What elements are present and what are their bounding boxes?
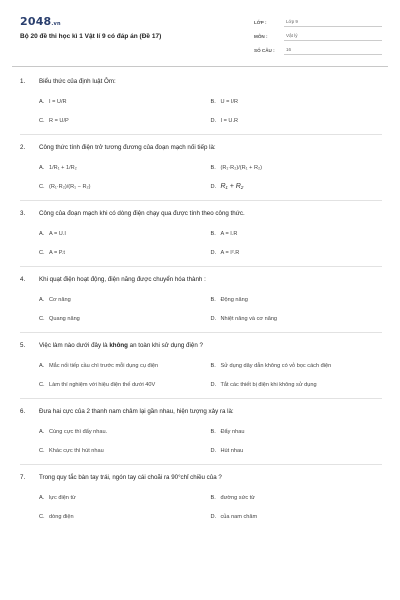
- option-text: R = U/P: [49, 118, 69, 124]
- option-text: Sử dụng dây dẫn không có vỏ bọc cách điện: [220, 363, 332, 369]
- option-a[interactable]: [39, 295, 211, 305]
- option-letter: A.: [39, 495, 45, 501]
- option-text: U = I/R: [220, 99, 239, 105]
- meta-label: MÔN :: [254, 33, 268, 39]
- option-c[interactable]: [39, 380, 211, 390]
- question-number: 2.: [20, 144, 26, 151]
- logo-suffix: .vn: [51, 21, 61, 27]
- meta-value: Vật lý: [284, 31, 382, 41]
- option-text: dòng điện: [49, 514, 74, 520]
- option-text: Tắt các thiết bị điện khi không sử dụng: [220, 382, 317, 388]
- option-text: Quang năng: [49, 316, 80, 322]
- meta-value: 16: [284, 45, 382, 55]
- question-number: 5.: [20, 342, 26, 349]
- option-text: Hút nhau: [220, 448, 244, 454]
- meta-row-class: [254, 15, 382, 29]
- option-a[interactable]: [39, 163, 211, 173]
- option-text: A = U.I: [49, 231, 66, 237]
- option-text: Đẩy nhau: [220, 429, 245, 435]
- question-text-part: an toàn khi sử dụng điện ?: [127, 342, 203, 349]
- option-d[interactable]: [211, 380, 383, 390]
- option-b[interactable]: [211, 493, 383, 503]
- logo-text: 2048: [20, 15, 52, 28]
- question-text: [39, 342, 382, 352]
- option-letter: B.: [210, 297, 216, 303]
- meta-label: SỐ CÂU :: [254, 47, 275, 53]
- option-letter: D.: [210, 514, 217, 520]
- option-letter: C.: [39, 448, 45, 454]
- option-c[interactable]: [39, 116, 211, 126]
- option-c[interactable]: [39, 248, 211, 258]
- question-3: [20, 210, 382, 267]
- question-number: 6.: [20, 408, 26, 415]
- option-d[interactable]: [211, 182, 383, 192]
- option-letter: C.: [39, 514, 45, 520]
- option-letter: B.: [210, 429, 216, 435]
- option-text: Cơ năng: [49, 297, 71, 303]
- meta-row-count: [254, 43, 382, 57]
- option-text: Khác cực thì hút nhau: [49, 448, 104, 454]
- option-letter: A.: [39, 165, 45, 171]
- option-letter: B.: [210, 495, 216, 501]
- option-text: Mắc nối tiếp cầu chì trước mỗi dụng cụ điện: [49, 363, 159, 369]
- option-b[interactable]: [211, 427, 383, 437]
- option-d[interactable]: [211, 446, 383, 456]
- question-5: [20, 342, 382, 399]
- option-a[interactable]: [39, 361, 211, 371]
- question-text: Công thức tính điện trở tương đương của đoạn mạch nối tiếp là:: [39, 144, 216, 151]
- option-text: (R₁·R₂)/(R₁ + R₂): [220, 165, 263, 171]
- question-text: Biểu thức của định luật Ôm:: [39, 78, 116, 85]
- option-d[interactable]: [211, 314, 383, 324]
- option-text: lực điện từ: [49, 495, 76, 501]
- question-1: [20, 78, 382, 135]
- question-text: Khi quạt điện hoạt động, điện năng được chuyển hóa thành :: [39, 276, 206, 283]
- meta-label: LỚP :: [254, 19, 267, 25]
- option-b[interactable]: [211, 295, 383, 305]
- option-text: A = I².R: [220, 250, 240, 256]
- option-text: 1/R₁ + 1/R₂: [49, 165, 77, 171]
- question-number: 7.: [20, 474, 26, 481]
- option-letter: C.: [39, 184, 45, 190]
- question-number: 1.: [20, 78, 26, 85]
- option-letter: A.: [39, 363, 45, 369]
- question-text-emphasis: không: [109, 342, 128, 349]
- option-text: đường sức từ: [220, 495, 255, 501]
- exam-meta: [254, 15, 382, 57]
- option-text: I = U/R: [49, 99, 67, 105]
- question-number: 3.: [20, 210, 26, 217]
- question-text-part: Việc làm nào dưới đây là: [39, 342, 110, 349]
- question-number: 4.: [20, 276, 26, 283]
- option-text: Cùng cực thì đẩy nhau.: [49, 429, 108, 435]
- option-letter: A.: [39, 297, 45, 303]
- option-letter: A.: [39, 99, 45, 105]
- question-6: [20, 408, 382, 465]
- option-d[interactable]: [211, 512, 383, 522]
- option-letter: B.: [210, 165, 216, 171]
- option-a[interactable]: [39, 493, 211, 503]
- header-divider: [12, 66, 388, 67]
- option-letter: D.: [210, 382, 217, 388]
- option-text: Làm thí nghiệm với hiệu điện thế dưới 40V: [49, 382, 156, 388]
- option-text: Nhiệt năng và cơ năng: [220, 316, 278, 322]
- option-text: (R₁·R₂)/(R₁ − R₂): [49, 184, 91, 190]
- site-logo[interactable]: [20, 15, 61, 28]
- option-letter: B.: [210, 99, 216, 105]
- question-text: Đưa hai cực của 2 thanh nam châm lại gần nhau, hiện tượng xảy ra là:: [39, 408, 234, 415]
- option-letter: C.: [39, 382, 45, 388]
- option-d[interactable]: [211, 248, 383, 258]
- option-text: của nam châm: [220, 514, 258, 520]
- option-a[interactable]: [39, 427, 211, 437]
- question-text: Trong quy tắc bàn tay trái, ngón tay cái choãi ra 90°chỉ chiều của ?: [39, 474, 222, 481]
- option-letter: C.: [39, 118, 45, 124]
- option-c[interactable]: [39, 512, 211, 522]
- option-letter: A.: [39, 231, 45, 237]
- option-b[interactable]: [211, 229, 383, 239]
- option-a[interactable]: [39, 229, 211, 239]
- option-text: I = U.R: [220, 118, 239, 124]
- meta-row-subject: [254, 29, 382, 43]
- option-letter: A.: [39, 429, 45, 435]
- option-letter: D.: [210, 118, 217, 124]
- option-letter: C.: [39, 250, 45, 256]
- option-c[interactable]: [39, 314, 211, 324]
- option-letter: C.: [39, 316, 45, 322]
- question-2: [20, 144, 382, 201]
- option-text: A = P.t: [49, 250, 65, 256]
- option-letter: B.: [210, 231, 216, 237]
- option-text: A = I.R: [220, 231, 238, 237]
- question-4: [20, 276, 382, 333]
- option-b[interactable]: [211, 163, 383, 173]
- question-list: [20, 78, 382, 539]
- meta-value: Lớp 9: [284, 17, 382, 27]
- option-letter: D.: [210, 448, 217, 454]
- option-b[interactable]: [211, 97, 383, 107]
- option-c[interactable]: [39, 446, 211, 456]
- option-a[interactable]: [39, 97, 211, 107]
- question-text: Công của đoạn mạch khi có dòng điện chạy qua được tính theo công thức.: [39, 210, 245, 217]
- option-text: R₁ + R₂: [220, 183, 244, 190]
- option-text: Động năng: [220, 297, 248, 303]
- option-letter: D.: [210, 250, 217, 256]
- option-letter: B.: [210, 363, 216, 369]
- exam-title: Bộ 20 đề thi học kì 1 Vật lí 9 có đáp án (Đề 17): [20, 33, 162, 40]
- option-d[interactable]: [211, 116, 383, 126]
- question-7: [20, 474, 382, 530]
- option-b[interactable]: [211, 361, 383, 371]
- option-letter: D.: [210, 316, 217, 322]
- option-letter: D.: [210, 184, 217, 190]
- option-c[interactable]: [39, 182, 211, 192]
